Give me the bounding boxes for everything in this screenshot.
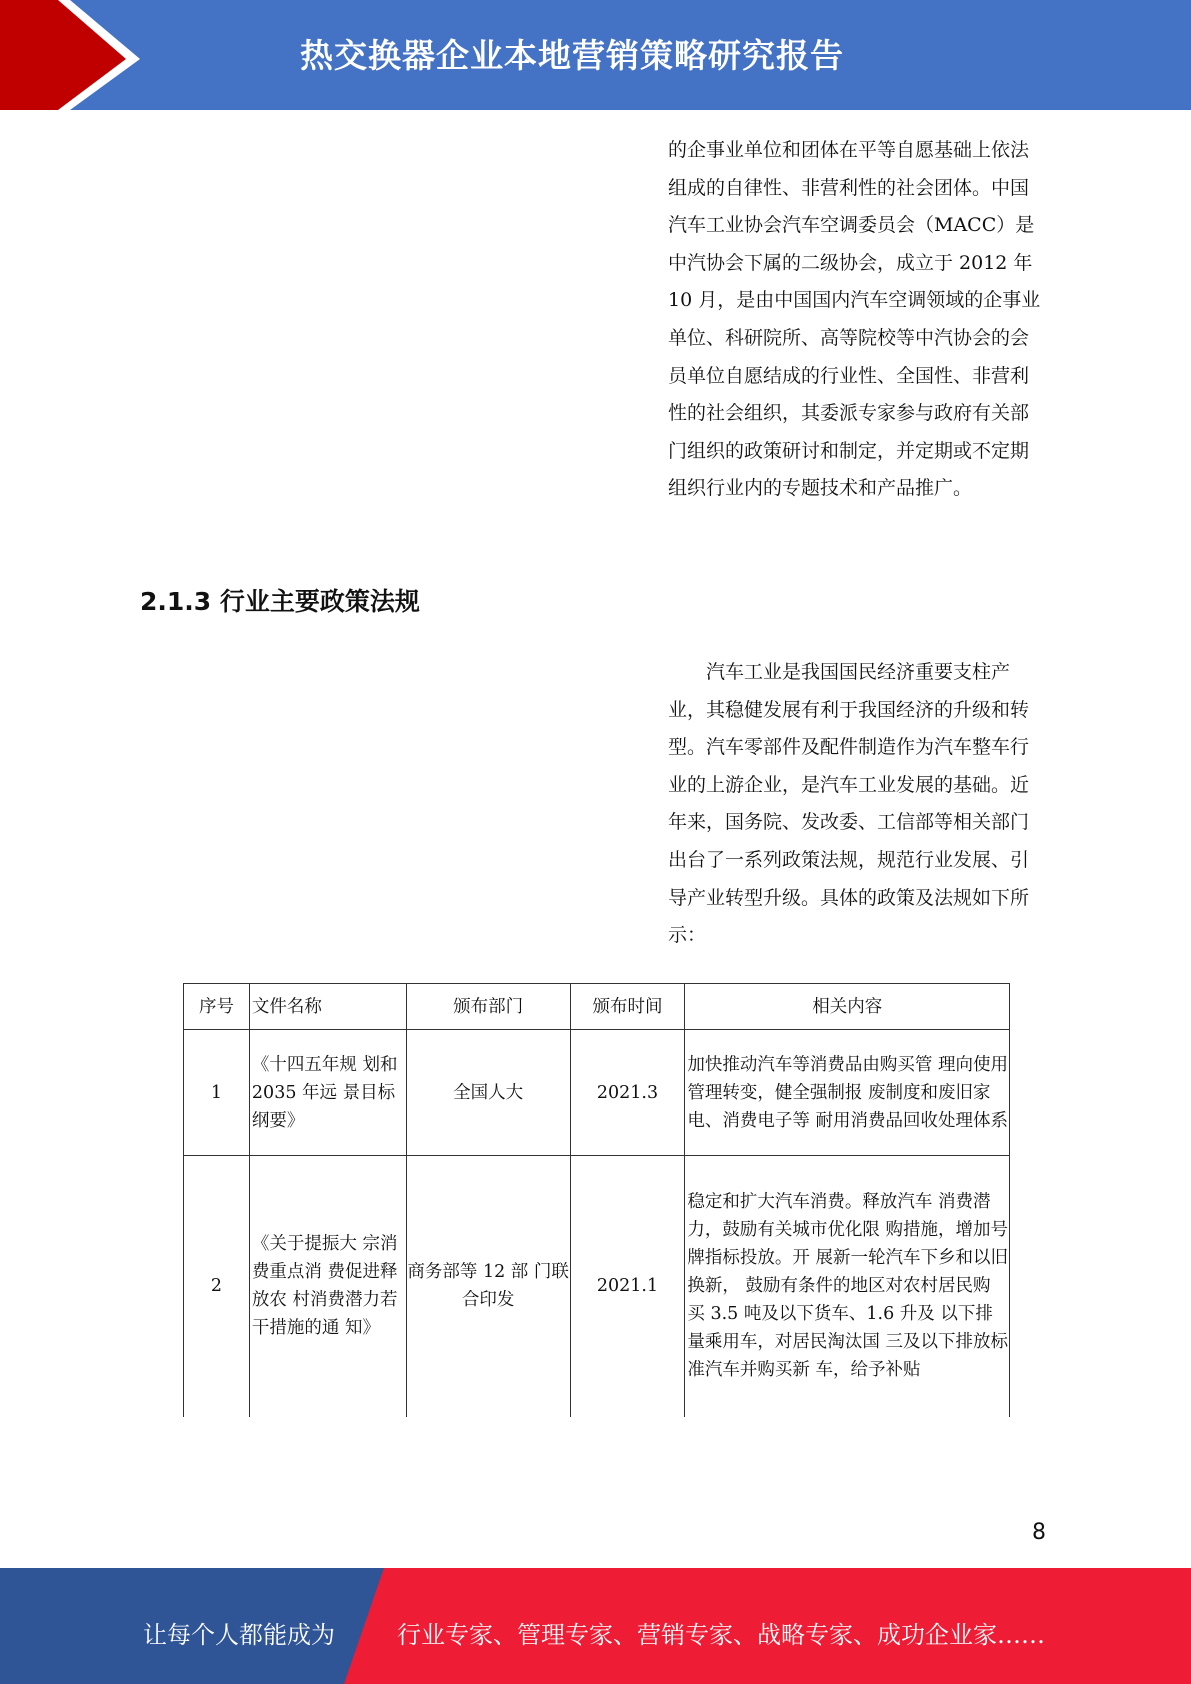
cell: 1: [184, 1030, 250, 1156]
footer-slogan-right: 行业专家、管理专家、营销专家、战略专家、成功企业家……: [397, 1621, 1045, 1649]
footer-slogan-left: 让每个人都能成为: [143, 1621, 335, 1649]
header-arrow-decoration: [0, 0, 160, 110]
header-cell: 文件名称: [249, 984, 406, 1030]
table-header-row: [184, 984, 1010, 1030]
table-row: [184, 1030, 1010, 1156]
report-title: 热交换器企业本地营销策略研究报告: [300, 36, 844, 75]
header-cell: 颁布部门: [406, 984, 570, 1030]
cell: 稳定和扩大汽车消费。释放汽车 消费潜力，鼓励有关城市优化限 购措施，增加号牌指标投放。开 展新一轮汽车下乡和以旧换新， 鼓励有条件的地区对农村居民购 买 3.5 吨及以下货车、1.6 升及 以下排量乘用车，对居民淘汰国 三及以下排放标准汽车并购买新 车，给予补贴: [685, 1156, 1010, 1417]
page-number: 8: [1032, 1520, 1046, 1545]
cell: 2021.1: [570, 1156, 685, 1417]
header-cell: 序号: [184, 984, 250, 1030]
page-header: [0, 0, 1191, 110]
cell: 《关于提振大 宗消费重点消 费促进释放农 村消费潜力若 干措施的通 知》: [249, 1156, 406, 1417]
cell: 商务部等 12 部 门联合印发: [406, 1156, 570, 1417]
header-cell: 相关内容: [685, 984, 1010, 1030]
cell: 2: [184, 1156, 250, 1417]
policy-table: [183, 983, 1010, 1417]
cell: 2021.3: [570, 1030, 685, 1156]
section-heading: 2.1.3 行业主要政策法规: [140, 587, 420, 616]
cell: 全国人大: [406, 1030, 570, 1156]
header-cell: 颁布时间: [570, 984, 685, 1030]
cell: 加快推动汽车等消费品由购买管 理向使用管理转变，健全强制报 废制度和废旧家电、消费电子等 耐用消费品回收处理体系: [685, 1030, 1010, 1156]
body-paragraph: 的企事业单位和团体在平等自愿基础上依法组成的自律性、非营利性的社会团体。中国汽车工业协会汽车空调委员会（MACC）是中汽协会下属的二级协会，成立于 2012 年 10 月，是由中国国内汽车空调领域的企事业单位、科研院所、高等院校等中汽协会的会员单位自愿结成的行业性、全国性、非营利性的社会组织，其委派专家参与政府有关部门组织的政策研讨和制定，并定期或不定期组织行业内的专题技术和产品推广。: [668, 139, 1041, 500]
table-row: [184, 1156, 1010, 1417]
body-paragraph: 汽车工业是我国国民经济重要支柱产业，其稳健发展有利于我国经济的升级和转型。汽车零部件及配件制造作为汽车整车行业的上游企业，是汽车工业发展的基础。近年来，国务院、发改委、工信部等相关部门出台了一系列政策法规，规范行业发展、引导产业转型升级。具体的政策及法规如下所示：: [668, 661, 1030, 947]
cell: 《十四五年规 划和 2035 年远 景目标纲要》: [249, 1030, 406, 1156]
page-footer: [0, 1568, 1191, 1684]
